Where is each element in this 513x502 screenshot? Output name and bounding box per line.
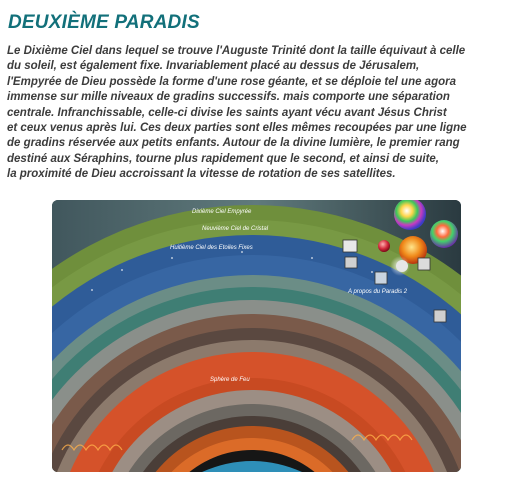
thumb-link-2[interactable] [345,257,357,268]
page-title: DEUXIÈME PARADIS [8,12,200,33]
paragraph-line: destiné aux Séraphins, tourne plus rapidement que le second, et ainsi de suite, [7,152,439,165]
paragraph-line: centrale. Infranchissable, celle-ci divise les saints ayant vécu avant Jésus Christ [7,106,447,119]
thumb-link-4[interactable] [418,258,430,270]
star-speck [311,257,313,259]
star-speck [91,289,93,291]
star-speck [241,251,243,253]
star-speck [121,269,123,271]
paragraph-line: immense sur mille niveaux de gradins successifs. mais comporte une séparation [7,91,450,104]
red-planet-icon [378,240,390,252]
rainbow-orb-small-icon [430,220,458,248]
paragraph-line: Le Dixième Ciel dans lequel se trouve l'Auguste Trinité dont la taille équivaut à celle [7,45,466,57]
description-paragraph [7,44,507,183]
paragraph-line: de gradins réservée aux petits enfants. Autour de la divine lumière, le premier rang [7,137,460,150]
thumb-link-1[interactable] [343,240,357,252]
label-fixed-stars: Huitième Ciel des Etoiles Fixes [170,245,253,251]
thumb-link-3[interactable] [375,272,387,284]
label-fire-sphere: Sphère de Feu [210,377,250,383]
label-crystal-heaven: Neuvième Ciel de Cristal [202,226,269,232]
paragraph-line: l'Empyrée de Dieu possède la forme d'une rose géante, et se déploie tel une agora [7,75,456,88]
paragraph-line: la proximité de Dieu accroissant la vitesse de rotation de ses satellites. [7,168,396,181]
moon-icon [396,260,408,272]
paragraph-line: et ceux venus après lui. Ces deux parties sont elles mêmes recoupées par une ligne [7,122,467,135]
label-apropos-link[interactable]: A propos du Paradis 2 [348,289,408,295]
paradise-spheres-image [52,200,461,472]
spheres-illustration [52,200,461,472]
star-speck [371,271,373,273]
concentric-spheres [52,205,461,472]
label-empyree: Dixième Ciel Empyrée [192,209,252,215]
paragraph-line: du soleil, est également fixe. Invariablement placé au dessus de Jérusalem, [7,60,420,73]
star-speck [171,257,173,259]
thumb-link-5[interactable] [434,310,446,322]
